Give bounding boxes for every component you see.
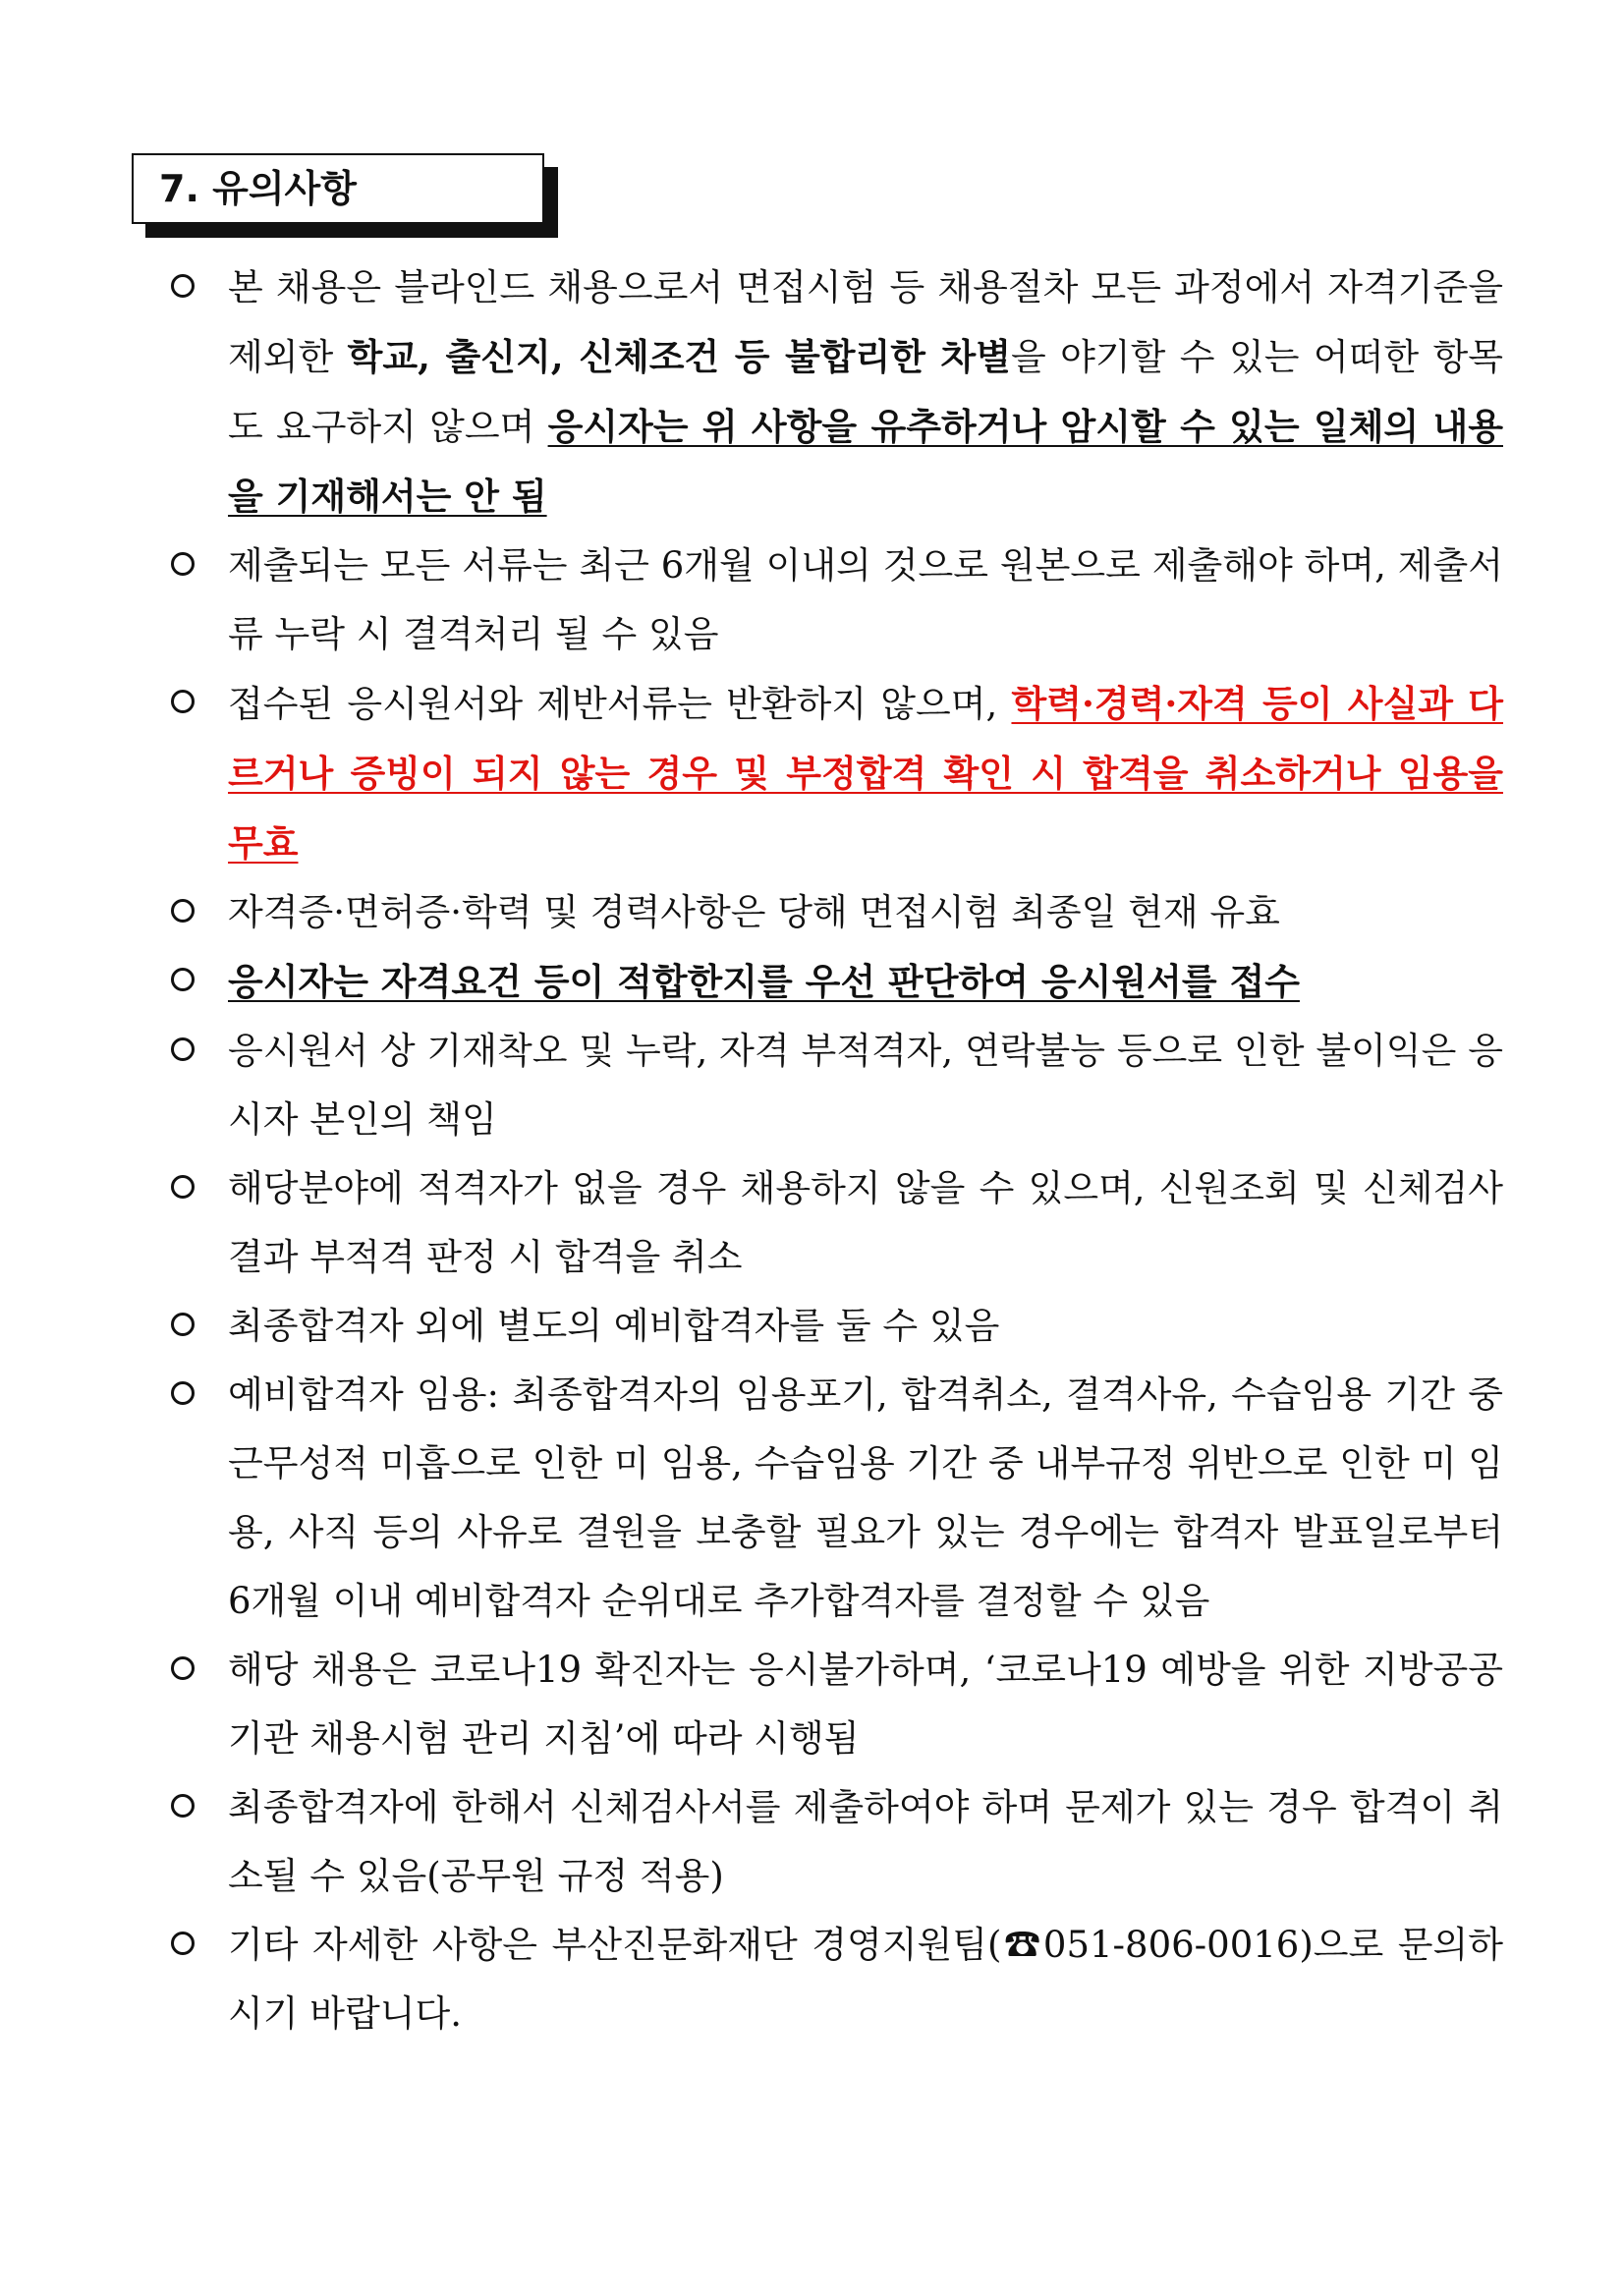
note-text: 해당 채용은 코로나19 확진자는 응시불가하며, ‘코로나19 예방을 위한 지방공공기관 채용시험 관리 지침’에 따라 시행됨	[228, 1649, 1503, 1760]
note-item-validity	[167, 878, 1503, 947]
circle-bullet-icon	[171, 274, 195, 298]
note-bold-text: 학교, 출신지, 신체조건 등 불합리한 차별	[347, 335, 1011, 378]
note-item-reserve-appointment	[167, 1361, 1503, 1636]
note-text: 기타 자세한 사항은 부산진문화재단 경영지원팀(☎051-806-0016)으로 문의하시기 바랍니다.	[228, 1924, 1503, 2035]
note-bold-underlined-text: 응시자는 자격요건 등이 적합한지를 우선 판단하여 응시원서를 접수	[228, 960, 1300, 1003]
note-text: 자격증·면허증·학력 및 경력사항은 당해 면접시험 최종일 현재 유효	[228, 891, 1280, 933]
note-item-documents	[167, 532, 1503, 669]
note-text: 접수된 응시원서와 제반서류는 반환하지 않으며,	[228, 683, 1012, 725]
note-item-reserve	[167, 1292, 1503, 1361]
circle-bullet-icon	[171, 1932, 195, 1955]
section-title: 7. 유의사항	[132, 153, 544, 224]
note-text: 최종합격자에 한해서 신체검사서를 제출하여야 하며 문제가 있는 경우 합격이 취소될 수 있음(공무원 규정 적용)	[228, 1786, 1503, 1897]
note-text: 제출되는 모든 서류는 최근 6개월 이내의 것으로 원본으로 제출해야 하며, 제출서류 누락 시 결격처리 될 수 있음	[228, 544, 1504, 655]
note-item-applicant-responsibility	[167, 1017, 1503, 1154]
note-red-warning-text: 학력·경력·자격 등이 사실과 다르거나 증빙이 되지 않는 경우 및 부정합격 확인 시 합격을 취소하거나 임용을 무효	[228, 682, 1504, 865]
note-item-self-check	[167, 947, 1503, 1017]
note-item-contact	[167, 1911, 1503, 2048]
circle-bullet-icon	[171, 1656, 195, 1680]
note-item-health-check	[167, 1773, 1503, 1911]
circle-bullet-icon	[171, 690, 195, 713]
circle-bullet-icon	[171, 1175, 195, 1199]
circle-bullet-icon	[171, 968, 195, 991]
circle-bullet-icon	[171, 899, 195, 923]
note-item-no-qualified	[167, 1154, 1503, 1292]
note-text: 최종합격자 외에 별도의 예비합격자를 둘 수 있음	[228, 1305, 1000, 1347]
note-item-blind-hiring	[167, 253, 1503, 532]
circle-bullet-icon	[171, 552, 195, 576]
circle-bullet-icon	[171, 1794, 195, 1818]
note-text: 을 야기할 수 있는 어떠한 항목도 요구하지 않으며	[228, 336, 1503, 448]
note-text: 해당분야에 적격자가 없을 경우 채용하지 않을 수 있으며, 신원조회 및 신체검사 결과 부적격 판정 시 합격을 취소	[228, 1167, 1503, 1278]
section-heading-box	[132, 153, 544, 224]
notes-list	[167, 253, 1503, 2048]
note-item-covid	[167, 1636, 1503, 1773]
note-text: 본 채용은 블라인드 채용으로서 면접시험 등 채용절차 모든 과정에서 자격기준을 제외한	[228, 266, 1503, 378]
note-item-no-return	[167, 669, 1503, 878]
circle-bullet-icon	[171, 1381, 195, 1405]
note-text: 응시원서 상 기재착오 및 누락, 자격 부적격자, 연락불능 등으로 인한 불이익은 응시자 본인의 책임	[228, 1030, 1503, 1141]
note-text: 예비합격자 임용: 최종합격자의 임용포기, 합격취소, 결격사유, 수습임용 기간 중 근무성적 미흡으로 인한 미 임용, 수습임용 기간 중 내부규정 위반으로 인한 미 임용, 사직 등의 사유로 결원을 보충할 필요가 있는 경우에는 합격자 발표일로부터 6개월 이내 예비합격자 순위대로 추가합격자를 결정할 수 있음	[228, 1373, 1503, 1622]
note-bold-underlined-text: 응시자는 위 사항을 유추하거나 암시할 수 있는 일체의 내용을 기재해서는 안 됨	[228, 405, 1503, 518]
circle-bullet-icon	[171, 1313, 195, 1336]
circle-bullet-icon	[171, 1037, 195, 1061]
